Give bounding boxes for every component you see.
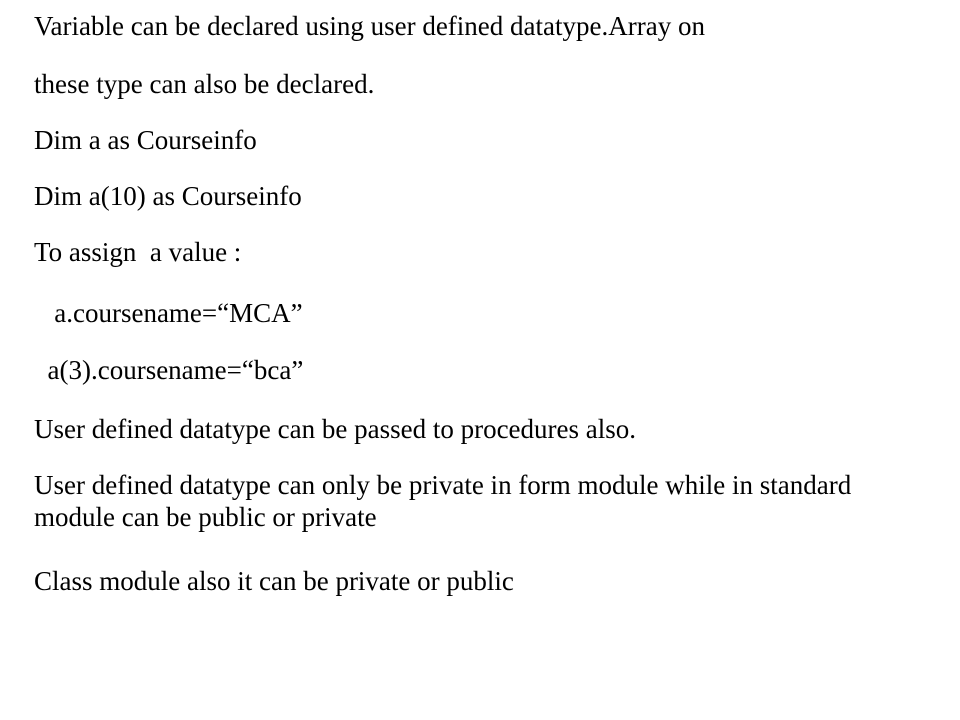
code-line: Dim a(10) as Courseinfo [34, 181, 302, 211]
code-line: Dim a as Courseinfo [34, 125, 257, 155]
text-paragraph: User defined datatype can only be private in form module while in standard module can be public or private [34, 470, 852, 532]
text-line: User defined datatype can be passed to procedures also. [34, 414, 637, 444]
code-line: a.coursename=“MCA” [34, 298, 303, 328]
text-line: Variable can be declared using user defined datatype.Array on [34, 11, 705, 41]
code-line: a(3).coursename=“bca” [34, 355, 304, 385]
text-line: Class module also it can be private or public [34, 566, 514, 596]
text-line: these type can also be declared. [34, 69, 375, 99]
text-line: To assign a value : [34, 237, 242, 267]
